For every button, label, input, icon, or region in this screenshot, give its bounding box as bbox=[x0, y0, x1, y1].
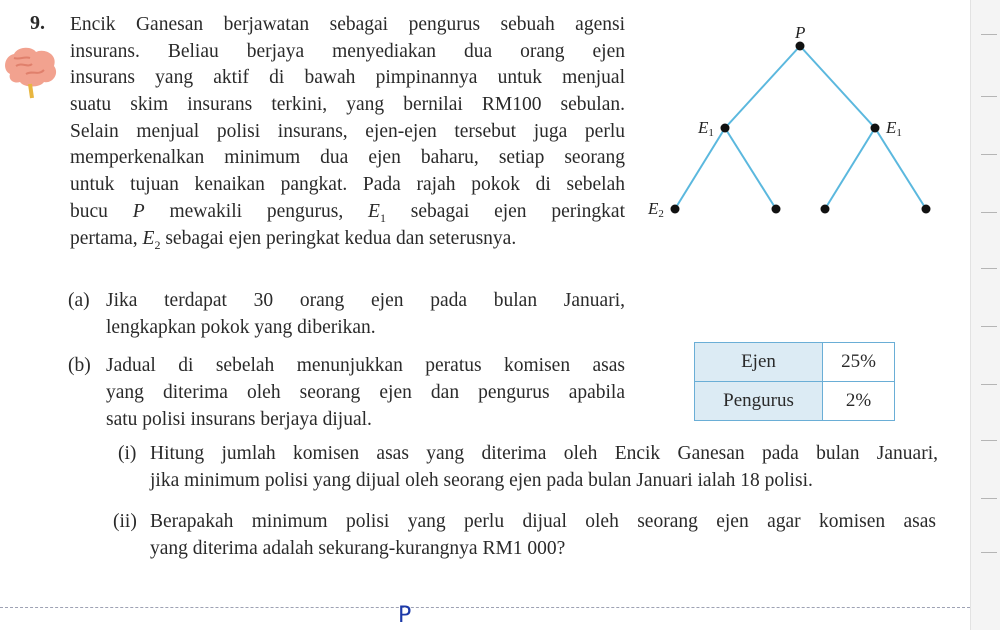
page-edge bbox=[970, 0, 1000, 630]
table-cell-percent: 25% bbox=[823, 343, 895, 382]
tree-edge bbox=[725, 128, 776, 209]
table-cell-role: Pengurus bbox=[695, 382, 823, 421]
table-cell-percent: 2% bbox=[823, 382, 895, 421]
intro-line: Encik Ganesan berjawatan sebagai pengurus sebuah agensi bbox=[70, 14, 625, 35]
intro-line: memperkenalkan minimum dua ejen baharu, setiap seorang bbox=[70, 147, 625, 169]
part-a-line: lengkapkan pokok yang diberikan. bbox=[106, 317, 376, 338]
part-b-line: yang diterima oleh seorang ejen dan pengurus apabila bbox=[106, 382, 625, 403]
divider bbox=[0, 607, 970, 608]
intro-line: insurans yang aktif di bawah pimpinannya untuk menjual bbox=[70, 67, 625, 89]
tree-edge bbox=[675, 128, 725, 209]
part-b-ii-line: yang diterima adalah sekurang-kurangnya RM1 000? bbox=[150, 538, 566, 559]
part-b-ii-text bbox=[150, 508, 936, 562]
e2-label: E2 bbox=[648, 199, 664, 220]
tree-node-leaf bbox=[922, 205, 931, 214]
intro-line: untuk tujuan kenaikan pangkat. Pada rajah pokok di sebelah bbox=[70, 174, 625, 196]
tree-node-e1-right bbox=[871, 124, 880, 133]
tree-edge bbox=[800, 46, 875, 128]
tree-diagram bbox=[640, 20, 940, 230]
edge-tick bbox=[981, 34, 997, 35]
part-a-line: Jika terdapat 30 orang ejen pada bulan Januari, bbox=[106, 290, 625, 311]
edge-tick bbox=[981, 384, 997, 385]
intro-line: pertama, $E_2$ sebagai ejen peringkat kedua dan seterusnya. bbox=[70, 227, 517, 252]
part-b-i-label: (i) bbox=[118, 443, 137, 464]
part-a-label: (a) bbox=[68, 290, 90, 311]
intro-line: bucu P mewakili pengurus, $E_1$ sebagai ejen peringkat bbox=[70, 200, 626, 225]
brain-icon bbox=[2, 44, 62, 102]
root-label: P bbox=[795, 23, 806, 42]
question-intro bbox=[70, 12, 625, 252]
edge-tick bbox=[981, 326, 997, 327]
table-row bbox=[695, 382, 895, 421]
intro-line: suatu skim insurans terkini, yang bernilai RM100 sebulan. bbox=[70, 94, 625, 116]
part-b-line: Jadual di sebelah menunjukkan peratus komisen asas bbox=[106, 355, 625, 376]
tree-edge bbox=[875, 128, 926, 209]
edge-tick bbox=[981, 552, 997, 553]
tree-node-leaf bbox=[821, 205, 830, 214]
part-b-i-line: Hitung jumlah komisen asas yang diterima oleh Encik Ganesan pada bulan Januari, bbox=[150, 443, 938, 464]
edge-tick bbox=[981, 268, 997, 269]
tree-node-e1-left bbox=[721, 124, 730, 133]
edge-tick bbox=[981, 440, 997, 441]
tree-node-leaf bbox=[772, 205, 781, 214]
part-b-i-line: jika minimum polisi yang dijual oleh seorang ejen pada bulan Januari ialah 18 polisi. bbox=[150, 470, 813, 491]
tree-node-e2 bbox=[671, 205, 680, 214]
part-a-text bbox=[106, 287, 625, 341]
edge-tick bbox=[981, 96, 997, 97]
tree-edge bbox=[725, 46, 800, 128]
edge-tick bbox=[981, 498, 997, 499]
part-b-ii-line: Berapakah minimum polisi yang perlu dijual oleh seorang ejen agar komisen asas bbox=[150, 511, 936, 532]
e1-left-label: E1 bbox=[698, 118, 714, 139]
tree-edge bbox=[825, 128, 875, 209]
part-b-label: (b) bbox=[68, 355, 91, 376]
intro-line: Selain menjual polisi insurans, ejen-ejen tersebut juga perlu bbox=[70, 120, 625, 142]
question-number: 9. bbox=[30, 12, 45, 34]
handwritten-mark: P bbox=[398, 603, 412, 628]
intro-line: insurans. Beliau berjaya menyediakan dua orang ejen bbox=[70, 40, 625, 62]
table-row bbox=[695, 343, 895, 382]
tree-node-root bbox=[796, 42, 805, 51]
part-b-line: satu polisi insurans berjaya dijual. bbox=[106, 409, 372, 430]
edge-tick bbox=[981, 212, 997, 213]
part-b-i-text bbox=[150, 440, 938, 494]
commission-table bbox=[694, 342, 895, 421]
part-b-ii-label: (ii) bbox=[113, 511, 137, 532]
e1-right-label: E1 bbox=[886, 118, 902, 139]
edge-tick bbox=[981, 154, 997, 155]
part-b-text bbox=[106, 352, 625, 433]
table-cell-role: Ejen bbox=[695, 343, 823, 382]
